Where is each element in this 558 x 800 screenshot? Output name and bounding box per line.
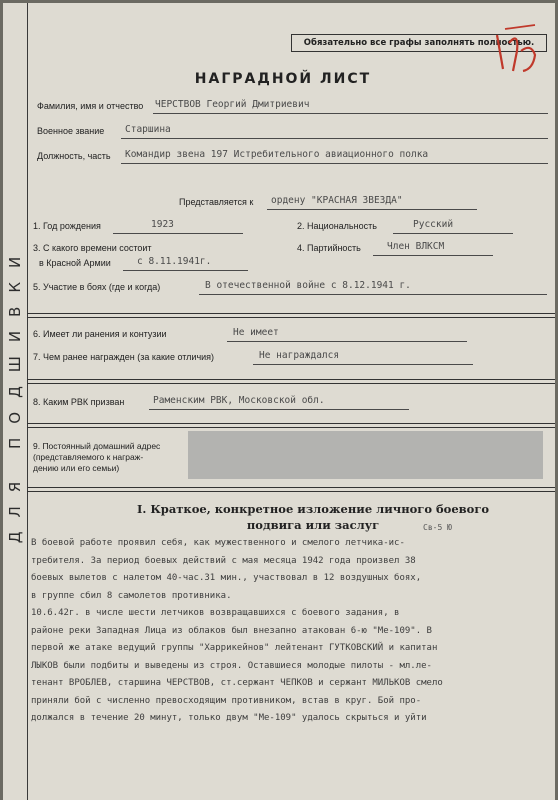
document-title: НАГРАДНОЙ ЛИСТ xyxy=(194,71,372,87)
party-value: Член ВЛКСМ xyxy=(387,241,445,252)
rvk-value: Раменским РВК, Московской обл. xyxy=(153,395,325,406)
wounds-value: Не имеет xyxy=(233,327,279,338)
birth-year-label: 1. Год рождения xyxy=(33,221,101,231)
position-line xyxy=(121,163,548,164)
instruction-notice: Обязательно все графы заполнять полностью. xyxy=(291,34,547,52)
full-name-line xyxy=(153,113,548,114)
nationality-line xyxy=(393,233,513,234)
full-name-label: Фамилия, имя и отчество xyxy=(37,101,144,111)
address-label: 9. Постоянный домашний адрес (представляемого к награж- дению или его семьи) xyxy=(33,441,161,473)
rvk-line xyxy=(149,409,409,410)
army-since-label: 3. С какого времени состоит xyxy=(33,243,152,253)
body-line: первой же атаке ведущий группы "Харрикейнов" лейтенант ГУТКОВСКИЙ и капитан xyxy=(31,643,438,653)
party-line xyxy=(373,255,493,256)
body-line: тенант ВРОБЛЕВ, старшина ЧЕРСТВОВ, ст.сержант ЧЕПКОВ и сержант МИЛЬКОВ смело xyxy=(31,678,443,688)
body-line: в группе сбил 8 самолетов противника. xyxy=(31,590,232,601)
award-sheet xyxy=(3,3,555,800)
army-since-label-cont: в Красной Армии xyxy=(39,258,111,268)
section-divider-4 xyxy=(27,487,555,492)
position-value: Командир звена 197 Истребительного авиационного полка xyxy=(125,149,429,160)
rank-line xyxy=(121,138,548,139)
full-name-value: ЧЕРСТВОВ Георгий Дмитриевич xyxy=(155,99,310,110)
address-redaction xyxy=(188,431,543,479)
body-line: боевых вылетов с налетом 40-час.31 мин., участвовал в 12 воздушных боях, xyxy=(31,573,422,583)
presented-line xyxy=(267,209,477,210)
battles-line xyxy=(199,294,547,295)
body-line: ЛЫКОВ были подбиты и выведены из строя. Оставшиеся молодые пилоты - мл.ле- xyxy=(31,660,432,671)
section-divider-3 xyxy=(27,423,555,428)
red-pencil-mark-icon xyxy=(491,21,541,77)
section-divider-2 xyxy=(27,379,555,384)
body-line: районе реки Западная Лица из облаков был внезапно атакован 6-ю "Ме-109". В xyxy=(31,625,432,636)
rvk-label: 8. Каким РВК призван xyxy=(33,397,125,407)
body-line: требителя. За период боевых действий с мая месяца 1942 года произвел 38 xyxy=(31,555,416,566)
army-since-line xyxy=(123,270,248,271)
nationality-value: Русский xyxy=(413,219,454,230)
feat-description xyxy=(31,535,551,728)
rank-value: Старшина xyxy=(125,124,171,135)
wounds-label: 6. Имеет ли ранения и контузии xyxy=(33,329,167,339)
presented-value: ордену "КРАСНАЯ ЗВЕЗДА" xyxy=(271,195,403,206)
battles-label: 5. Участие в боях (где и когда) xyxy=(33,282,161,292)
awards-line xyxy=(253,364,473,365)
section-divider-1 xyxy=(27,313,555,318)
body-line: 10.6.42г. в числе шести летчиков возвращавшихся с боевого задания, в xyxy=(31,608,400,618)
birth-year-value: 1923 xyxy=(151,219,174,230)
section-title: I. Краткое, конкретное изложение личного боевого подвига или заслуг xyxy=(136,502,490,532)
body-line: должался в течение 20 минут, только двум "Ме-109" удалось скрыться и уйти xyxy=(31,713,427,723)
awards-label: 7. Чем ранее награжден (за какие отличия) xyxy=(33,352,215,362)
nationality-label: 2. Национальность xyxy=(297,221,377,231)
binding-margin xyxy=(3,3,28,800)
binding-margin-label: ДЛЯ ПОДШИВКИ xyxy=(6,242,24,544)
birth-year-line xyxy=(113,233,243,234)
wounds-line xyxy=(227,341,467,342)
body-line: В боевой работе проявил себя, как мужественного и смелого летчика-ис- xyxy=(31,538,405,548)
presented-label: Представляется к xyxy=(179,197,254,207)
battles-value: В отечественной войне с 8.12.1941 г. xyxy=(205,280,411,291)
position-label: Должность, часть xyxy=(37,151,111,161)
army-since-value: с 8.11.1941г. xyxy=(137,256,212,267)
party-label: 4. Партийность xyxy=(297,243,361,253)
rank-label: Военное звание xyxy=(37,126,105,136)
stray-note: Св-5 Ю xyxy=(423,523,452,532)
awards-value: Не награждался xyxy=(259,350,340,361)
body-line: приняли бой с численно превосходящим противником, встав в круг. Бой про- xyxy=(31,695,422,706)
